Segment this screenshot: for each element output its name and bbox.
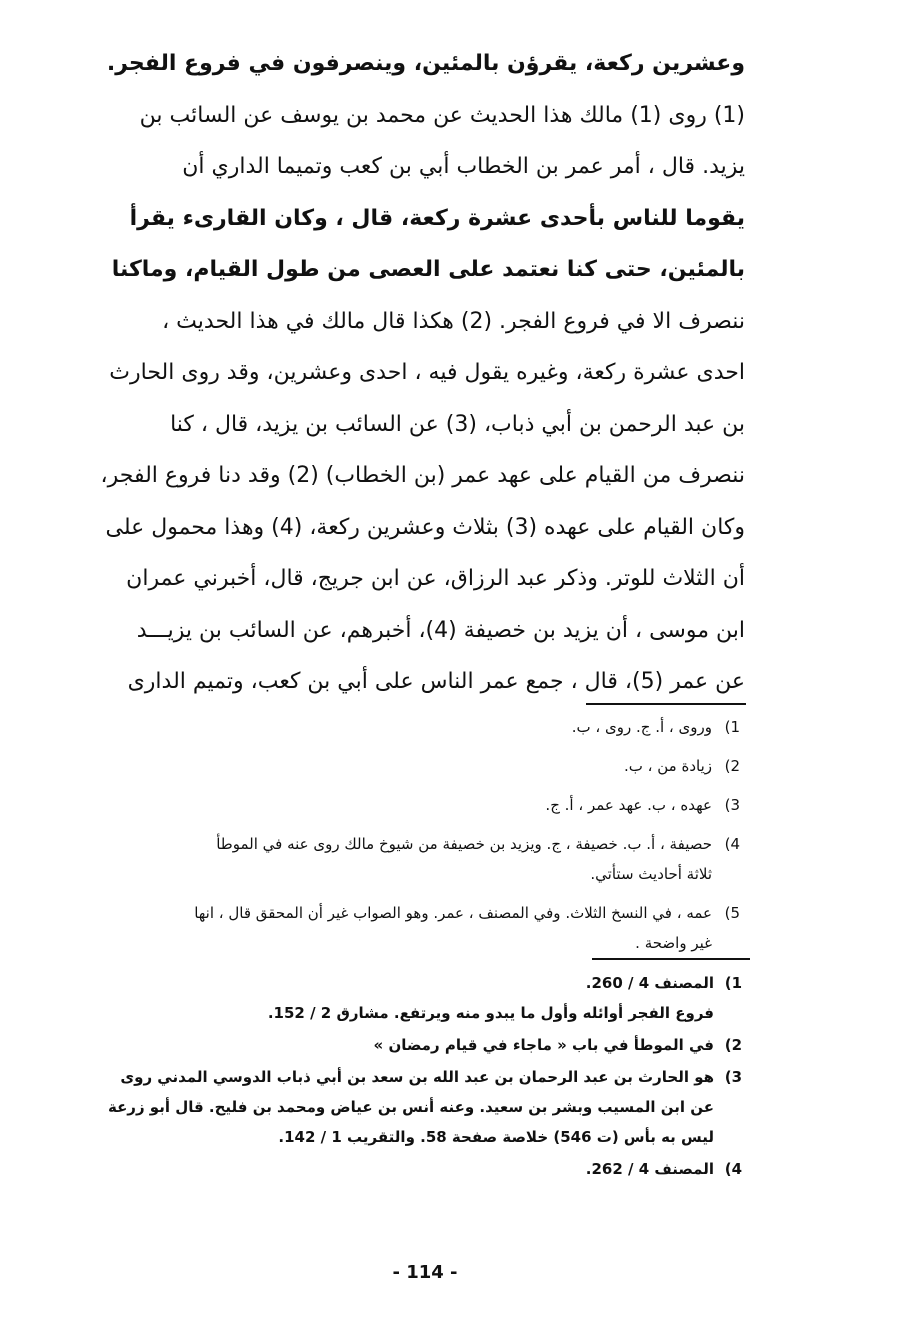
footnote <box>80 1062 742 1152</box>
main-line: (1) روى (1) مالك هذا الحديث عن محمد بن يوسف عن السائب بن <box>139 102 745 128</box>
main-line: ابن موسى ، أن يزيد بن خصيفة (4)، أخبرهم، عن السائب بن يزيـــد <box>136 617 745 643</box>
footnote-number: 1) <box>724 718 740 736</box>
footnote <box>80 1030 742 1060</box>
footnote-line: هو الحارث بن عبد الرحمان بن عبد الله بن سعد بن أبي ذباب الدوسي المدني روى <box>120 1068 714 1086</box>
footnote-text <box>80 829 712 889</box>
footnote-line: عمه ، في النسخ الثلاث. وفي المصنف ، عمر. وهو الصواب غير أن المحقق قال ، انها <box>194 904 712 922</box>
footnote-number: 3) <box>724 1068 742 1086</box>
main-line: احدى عشرة ركعة، وغيره يقول فيه ، احدى وعشرين، وقد روى الحارث <box>109 360 745 385</box>
footnote-line: ليس به بأس (ت 546) خلاصة صفحة 58. والتقريب 1 / 142. <box>278 1128 714 1146</box>
footnote <box>80 898 740 958</box>
footnote <box>80 712 740 742</box>
footnote-text: في الموطأ في باب « ماجاء في قيام رمضان » <box>373 1036 714 1054</box>
footnote-number: 5) <box>724 904 740 922</box>
footnote-text: عهده ، ب. عهد عمر ، أ. ج. <box>545 796 712 814</box>
footnote-text <box>80 968 714 1028</box>
main-line: عن عمر (5)، قال ، جمع عمر الناس على أبي بن كعب، وتميم الدارى <box>127 669 745 694</box>
main-line: وعشرين ركعة، يقرؤن بالمئين، وينصرفون في فروع الفجر. <box>106 51 745 76</box>
footnote-text <box>80 898 712 958</box>
main-line: بن عبد الرحمن بن أبي ذباب، (3) عن السائب بن يزيد، قال ، كنا <box>170 411 745 437</box>
footnote-number: 2) <box>724 1036 742 1054</box>
footnote-number: 4) <box>724 1160 742 1178</box>
footnote-number: 3) <box>724 796 740 814</box>
footnote-number: 4) <box>724 835 740 853</box>
main-text <box>80 38 745 708</box>
footnote <box>80 968 742 1028</box>
footnote-text: وروى ، أ. ج. روى ، ب. <box>571 718 712 736</box>
main-line: يزيد. قال ، أمر عمر بن الخطاب أبي بن كعب وتميما الداري أن <box>182 154 745 179</box>
source-footnotes <box>80 968 742 1186</box>
footnote-line: حصيفة ، أ. ب. خصيفة ، ج. ويزيد بن خصيفة من شيوخ مالك روى عنه في الموطأ <box>216 835 712 853</box>
footnote-number: 2) <box>724 757 740 775</box>
footnote-divider <box>592 958 750 960</box>
footnote-line: غير واضحة . <box>635 934 712 952</box>
main-line: وكان القيام على عهده (3) بثلاث وعشرين ركعة، (4) وهذا محمول على <box>105 514 745 540</box>
footnote-text: المصنف 4 / 262. <box>585 1160 714 1178</box>
main-line: ننصرف الا في فروع الفجر. (2) هكذا قال مالك في هذا الحديث ، <box>162 308 745 334</box>
footnote-line: عن ابن المسيب وبشر بن سعيد. وعنه أنس بن عياض ومحمد بن فليح. قال أبو زرعة <box>107 1098 714 1116</box>
main-line: ننصرف من القيام على عهد عمر (بن الخطاب) (2) وقد دنا فروع الفجر، <box>100 463 745 488</box>
main-line: يقوما للناس بأحدى عشرة ركعة، قال ، وكان القارىء يقرأ <box>129 205 745 231</box>
footnote-divider <box>586 703 746 705</box>
footnote <box>80 751 740 781</box>
main-line: بالمئين، حتى كنا نعتمد على العصى من طول القيام، وماكنا <box>111 257 745 282</box>
footnote-number: 1) <box>724 974 742 992</box>
footnote <box>80 1154 742 1184</box>
footnote-text <box>80 1062 714 1152</box>
main-line: أن الثلاث للوتر. وذكر عبد الرزاق، عن ابن جريج، قال، أخبرني عمران <box>126 566 745 591</box>
footnote-line: المصنف 4 / 260. <box>585 974 714 992</box>
footnote <box>80 790 740 820</box>
footnote-line: فروع الفجر أوائله وأول ما يبدو منه ويرتفع. مشارق 2 / 152. <box>267 1004 714 1022</box>
page-number: - 114 - <box>392 1262 458 1283</box>
footnote-text: زيادة من ، ب. <box>623 757 712 775</box>
footnote <box>80 829 740 889</box>
variant-footnotes <box>80 712 740 967</box>
footnote-line: ثلاثة أحاديث ستأتي. <box>590 865 712 883</box>
